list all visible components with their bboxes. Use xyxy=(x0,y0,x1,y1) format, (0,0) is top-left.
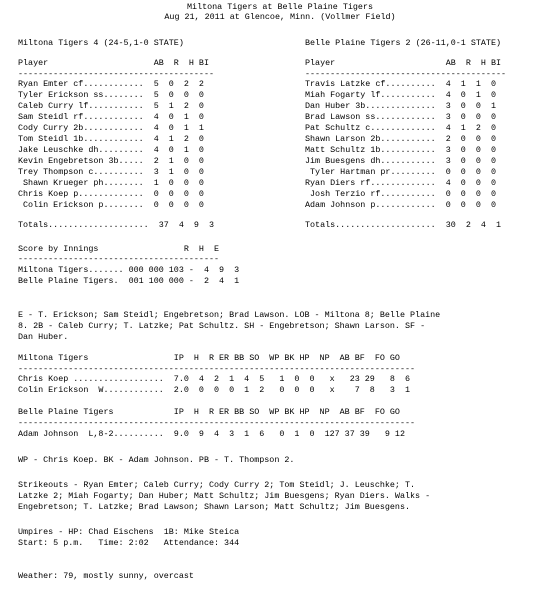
team-heading-miltona: Miltona Tigers 4 (24-5,1-0 STATE) xyxy=(18,38,184,48)
batting-row: Josh Terzio rf........... 0 0 0 0 xyxy=(305,189,496,199)
batting-row: Shawn Larson 2b........... 2 0 0 0 xyxy=(305,134,496,144)
batting-row: Sam Steidl rf............ 4 0 1 0 xyxy=(18,112,204,122)
batting-row: Brad Lawson ss............ 3 0 0 0 xyxy=(305,112,496,122)
batting-row: Ryan Diers rf............. 4 0 0 0 xyxy=(305,178,496,188)
batting-row: Pat Schultz c............. 4 1 2 0 xyxy=(305,123,496,133)
wp-bk-pb-line: WP - Chris Koep. BK - Adam Johnson. PB - T. Thompson 2. xyxy=(18,455,295,465)
batting-row: Caleb Curry lf........... 5 1 2 0 xyxy=(18,101,204,111)
pitching-header: Miltona Tigers IP H R ER BB SO WP BK HP NP AB BF FO GO xyxy=(18,353,400,363)
innings-row: Belle Plaine Tigers. 001 100 000 - 2 4 1 xyxy=(18,276,240,286)
pitching-header: Belle Plaine Tigers IP H R ER BB SO WP BK HP NP AB BF FO GO xyxy=(18,407,400,417)
batting-row: Miah Fogarty lf........... 4 0 1 0 xyxy=(305,90,496,100)
notes-line: E - T. Erickson; Sam Steidl; Engebretson; Brad Lawson. LOB - Miltona 8; Belle Plaine xyxy=(18,310,441,320)
strikeouts-line: Latzke 2; Miah Fogarty; Dan Huber; Matt Schultz; Jim Buesgens; Ryan Diers. Walks - xyxy=(18,491,431,501)
rule-line: ------------------------------------------------------------------------------- xyxy=(18,418,416,428)
notes-line: 8. 2B - Caleb Curry; T. Latzke; Pat Schultz. SH - Engebretson; Shawn Larson. SF - xyxy=(18,321,426,331)
batting-col-header: Player AB R H BI xyxy=(18,58,209,68)
batting-row: Travis Latzke cf.......... 4 1 1 0 xyxy=(305,79,496,89)
batting-row: Matt Schultz 1b........... 3 0 0 0 xyxy=(305,145,496,155)
pitching-row: Adam Johnson L,8-2.......... 9.0 9 4 3 1 6 0 1 0 127 37 39 9 12 xyxy=(18,429,405,439)
innings-header: Score by Innings R H E xyxy=(18,244,220,254)
strikeouts-line: Strikeouts - Ryan Emter; Caleb Curry; Cody Curry 2; Tom Steidl; J. Leuschke; T. xyxy=(18,480,416,490)
page-title: Miltona Tigers at Belle Plaine Tigers xyxy=(187,2,373,12)
batting-row: Tom Steidl 1b............ 4 1 2 0 xyxy=(18,134,204,144)
batting-row: Trey Thompson c.......... 3 1 0 0 xyxy=(18,167,204,177)
batting-row: Cody Curry 2b............ 4 0 1 1 xyxy=(18,123,204,133)
batting-row: Shawn Krueger ph........ 1 0 0 0 xyxy=(18,178,204,188)
start-time-attendance: Start: 5 p.m. Time: 2:02 Attendance: 344 xyxy=(18,538,240,548)
pitching-row: Chris Koep .................. 7.0 4 2 1 4 5 1 0 0 x 23 29 8 6 xyxy=(18,374,411,384)
batting-row: Chris Koep p............. 0 0 0 0 xyxy=(18,189,204,199)
rule-line: ---------------------------------------- xyxy=(18,254,220,264)
pitching-row: Colin Erickson W............ 2.0 0 0 0 1 2 0 0 0 x 7 8 3 1 xyxy=(18,385,411,395)
batting-row: Jim Buesgens dh........... 3 0 0 0 xyxy=(305,156,496,166)
batting-row: Adam Johnson p............ 0 0 0 0 xyxy=(305,200,496,210)
batting-row: Dan Huber 3b.............. 3 0 0 1 xyxy=(305,101,496,111)
batting-row: Ryan Emter cf............ 5 0 2 2 xyxy=(18,79,204,89)
batting-col-header: Player AB R H BI xyxy=(305,58,502,68)
batting-totals: Totals.................... 30 2 4 1 xyxy=(305,220,502,230)
rule-line: --------------------------------------- xyxy=(18,69,215,79)
page-subtitle: Aug 21, 2011 at Glencoe, Minn. (Vollmer Field) xyxy=(164,12,396,22)
strikeouts-line: Engebretson; T. Latzke; Brad Lawson; Shawn Larson; Matt Schultz; Jim Buesgens. xyxy=(18,502,411,512)
notes-line: Dan Huber. xyxy=(18,332,69,342)
batting-row: Kevin Engebretson 3b..... 2 1 0 0 xyxy=(18,156,204,166)
batting-totals: Totals.................... 37 4 9 3 xyxy=(18,220,215,230)
weather-line: Weather: 79, mostly sunny, overcast xyxy=(18,571,194,581)
team-heading-belle-plaine: Belle Plaine Tigers 2 (26-11,0-1 STATE) xyxy=(305,38,502,48)
rule-line: ---------------------------------------- xyxy=(305,69,507,79)
batting-row: Tyler Erickson ss........ 5 0 0 0 xyxy=(18,90,204,100)
umpires-line: Umpires - HP: Chad Eischens 1B: Mike Steica xyxy=(18,527,240,537)
batting-row: Colin Erickson p........ 0 0 0 0 xyxy=(18,200,204,210)
innings-row: Miltona Tigers....... 000 000 103 - 4 9 3 xyxy=(18,265,240,275)
rule-line: ------------------------------------------------------------------------------- xyxy=(18,364,416,374)
batting-row: Tyler Hartman pr......... 0 0 0 0 xyxy=(305,167,496,177)
batting-row: Jake Leuschke dh......... 4 0 1 0 xyxy=(18,145,204,155)
